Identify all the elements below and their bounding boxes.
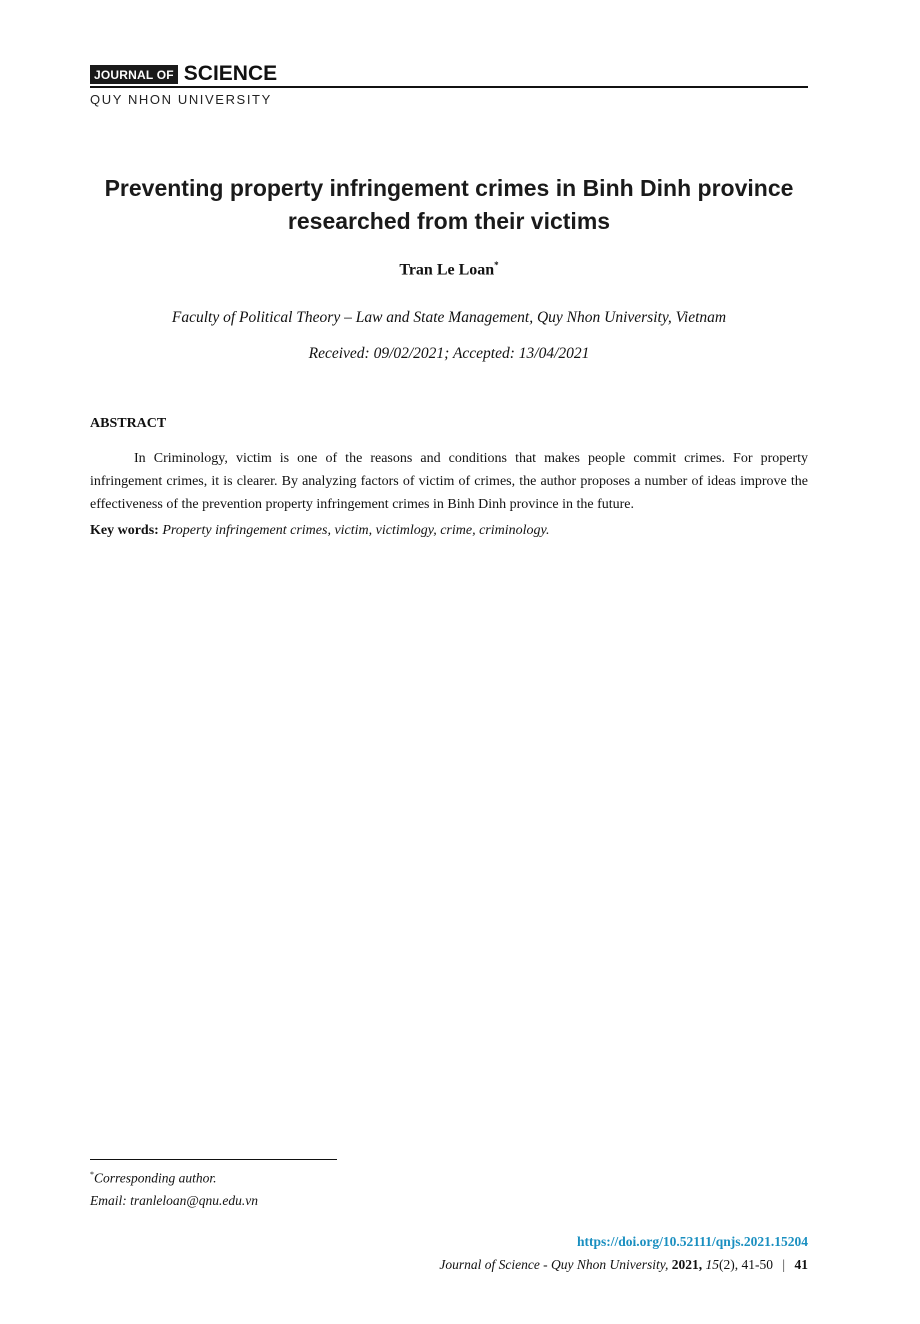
journal-of-label: JOURNAL OF (90, 65, 178, 84)
footnote-rule (90, 1159, 337, 1160)
footer-separator: | (782, 1257, 786, 1272)
received-accepted-dates: Received: 09/02/2021; Accepted: 13/04/2021 (308, 345, 590, 362)
article-title: Preventing property infringement crimes in Binh Dinh province researched from their victims (104, 175, 794, 234)
keywords-line (90, 523, 808, 539)
keywords-label: Key words: (90, 523, 159, 538)
author-name: Tran Le Loan (399, 261, 495, 279)
corresponding-text: Corresponding author. (94, 1170, 217, 1186)
masthead-rule (90, 86, 808, 88)
doi-link[interactable]: https://doi.org/10.52111/qnjs.2021.15204 (576, 1234, 808, 1249)
affiliation: Faculty of Political Theory – Law and State Management, Quy Nhon University, Vietnam (171, 309, 727, 326)
author-mark: * (494, 260, 499, 270)
footer-volume: 15 (705, 1257, 720, 1272)
author-line (90, 260, 808, 279)
university-label: QUY NHON UNIVERSITY (90, 92, 272, 107)
page-number: 41 (794, 1257, 808, 1272)
footer-issue-pages: (2), 41-50 (719, 1257, 774, 1272)
masthead-title (90, 62, 277, 84)
citation-footer (439, 1257, 808, 1273)
abstract-body: In Criminology, victim is one of the reasons and conditions that makes people commit crimes. For property infringement crimes, it is clearer. By analyzing factors of victim of crimes, the author proposes a number of ideas improve the effectiveness of the prevention property infringement crimes in Binh Dinh province in the future. (90, 451, 808, 512)
footnote-mark: * (90, 1170, 94, 1179)
abstract-heading: ABSTRACT (90, 416, 167, 431)
corresponding-author-note (90, 1170, 217, 1187)
footer-year: 2021, (671, 1257, 703, 1272)
science-label: SCIENCE (183, 62, 278, 85)
footer-journal: Journal of Science - Quy Nhon University, (439, 1257, 669, 1272)
author-email: Email: tranleloan@qnu.edu.vn (90, 1193, 259, 1208)
journal-masthead (90, 60, 808, 110)
keywords-text: Property infringement crimes, victim, victimlogy, crime, criminology. (162, 523, 550, 538)
